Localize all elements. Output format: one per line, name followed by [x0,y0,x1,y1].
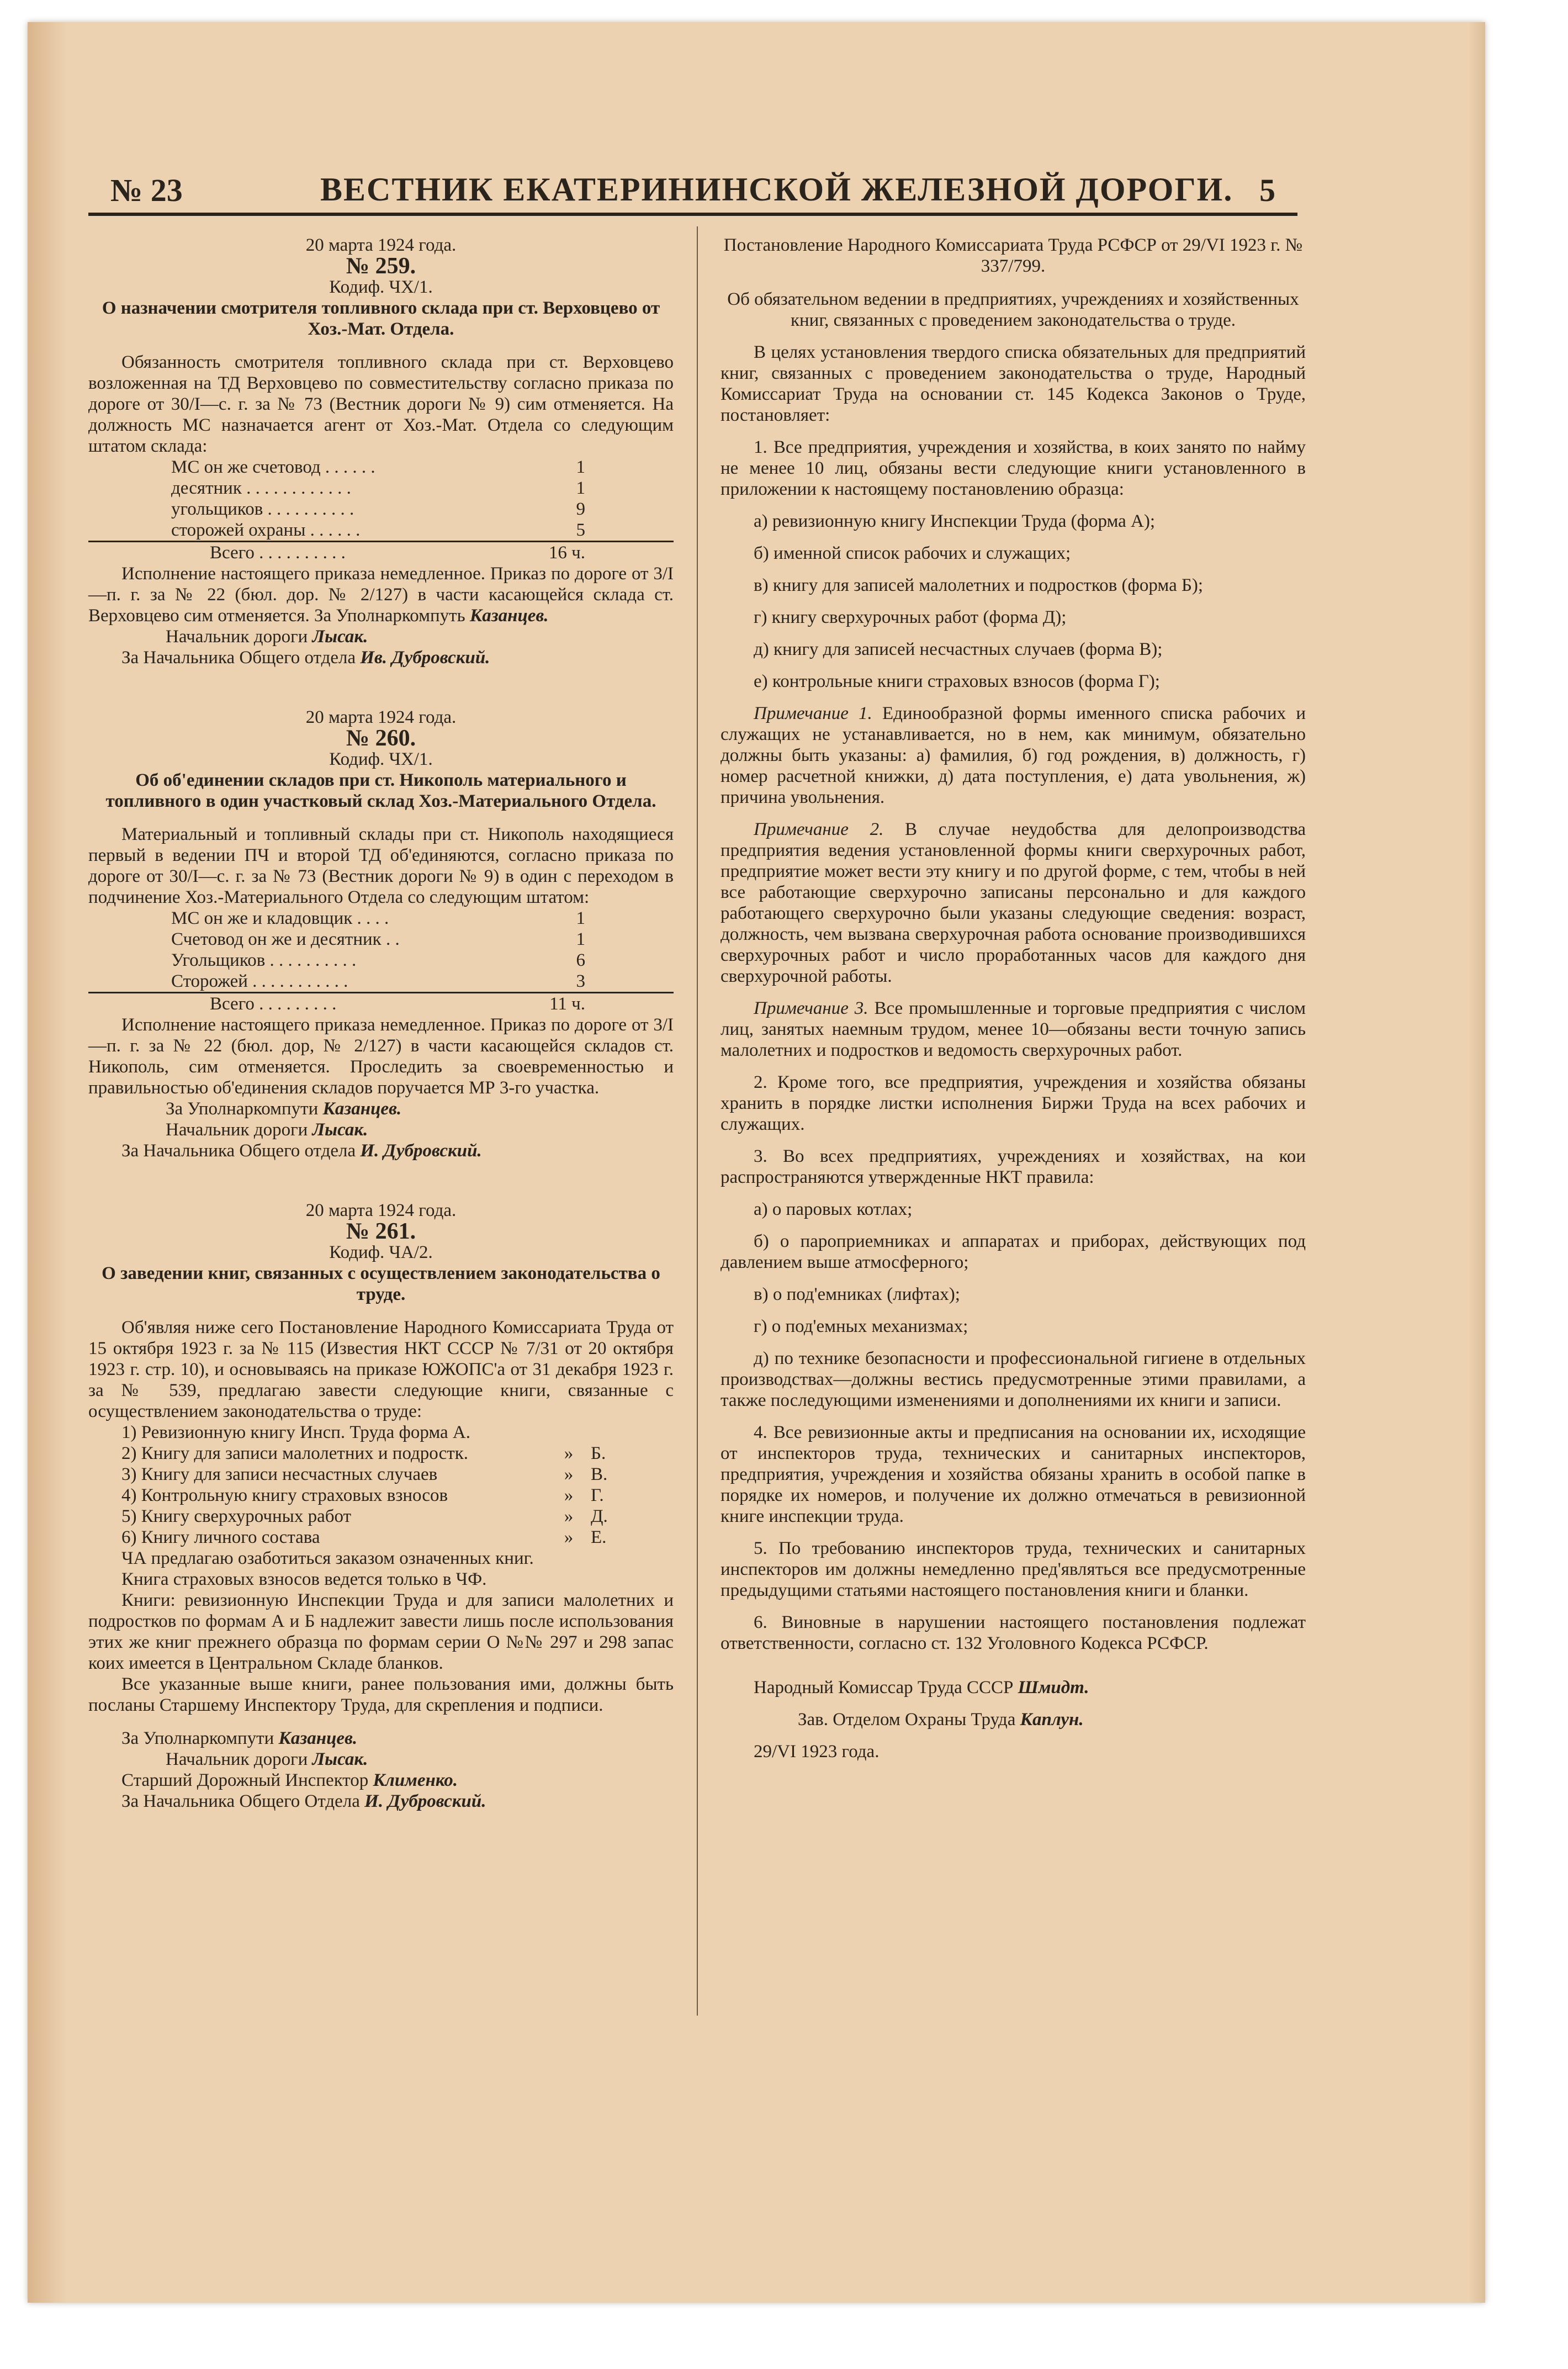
resolution-date: 29/VI 1923 года. [754,1742,880,1762]
book-row: 6) Книгу личного состава » Е. [121,1527,607,1547]
signature-line: Начальник дороги Лысак. [166,1120,368,1140]
resolution-intro: В целях установления твердого списка обязательных для предприятий книг, связанных с проведением законодательства о труде, Народный Комиссариат Труда на основании ст. 145 Кодекса Законов о Труде, постановляет: [721,342,1306,425]
resolution-subtitle: Об обязательном ведении в предприятиях, учреждениях и хозяйственных книг, связанных с проведением законодательства о труде. [727,289,1299,330]
list-item: а) о паровых котлах; [754,1199,913,1219]
order-date: 20 марта 1924 года. [305,235,457,255]
book-row: 4) Контрольную книгу страховых взносов » Г. [121,1485,604,1505]
resolution-paragraph: 6. Виновные в нарушении настоящего постановления подлежат ответственности, согласно ст. 132 Уголовного Кодекса РСФСР. [721,1612,1306,1653]
list-item: е) контрольные книги страховых взносов (форма Г); [754,671,1160,691]
resolution-paragraph: 4. Все ревизионные акты и предписания на основании их, исходящие от инспекторов труда, технических и санитарных инспекторов, предприятия, учреждения и хозяйства обязаны хранить в особой папке в порядке их номеров, и получение их должно отмечаться в ревизионной книге инспекции труда. [721,1423,1306,1526]
resolution-paragraph: 1. Все предприятия, учреждения и хозяйства, в коих занято по найму не менее 10 лиц, обязаны вести следующие книги установленного в приложении к настоящему постановлению образца: [721,437,1306,499]
books-table [88,1422,674,1548]
newspaper-title: ВЕСТНИК ЕКАТЕРИНИНСКОЙ ЖЕЛЕЗНОЙ ДОРОГИ. [320,171,1233,208]
order-date: 20 марта 1924 года. [305,1201,457,1220]
staff-row: МС он же и кладовщик . . . . 1 [171,908,585,928]
staff-row: сторожей охраны . . . . . . 5 [171,520,585,540]
signature-line: Начальник дороги Лысак. [166,627,368,647]
signature-line: За Уполнаркомпути Казанцев. [121,1728,358,1748]
left-column [88,235,674,1812]
order-body: Материальный и топливный склады при ст. Никополь находящиеся первый в ведении ПЧ и второй ТД об'единяются, согласно приказа по дороге от 30/I—с. г. за № 73 (Вестник дороги № 9) в один с переходом в подчинение Хоз.-Материального Отдела со следующим штатом: [88,824,674,907]
column-divider [697,226,698,2016]
order-code: Кодиф. ЧХ/1. [329,277,433,297]
staff-total-row: Всего . . . . . . . . . 11 ч. [88,993,674,1015]
order-paragraph: Книга страховых взносов ведется только в ЧФ. [121,1569,487,1589]
order-paragraph: ЧА предлагаю озаботиться заказом означенных книг. [121,1548,534,1568]
signature-line: За Уполнаркомпути Казанцев. [166,1099,402,1119]
resolution-paragraph: 5. По требованию инспекторов труда, технических и санитарных инспекторов им должны немедленно пред'являться все предусмотренные предыдущими статьями настоящего постановления книги и бланки. [721,1538,1306,1600]
order-code: Кодиф. ЧА/2. [329,1242,433,1262]
staff-row: Угольщиков . . . . . . . . . . 6 [171,950,585,970]
book-row: 1) Ревизионную книгу Инсп. Труда форма А. [121,1423,470,1442]
signature-line: Начальник дороги Лысак. [166,1749,368,1769]
page-edge-shadow [1469,22,1485,2303]
page-header [88,168,1297,216]
list-item: б) именной список рабочих и служащих; [754,543,1071,563]
order-body: Обязанность смотрителя топливного склада при ст. Верховцево возложенная на ТД Верховцево по совместительству согласно приказа по дороге от 30/I—с. г. за № 73 (Вестник дороги № 9) сим отменяется. На должность МС назначается агент от Хоз.-Мат. Отдела со следующим штатом склада: [88,352,674,456]
order-title: О заведении книг, связанных с осуществлением законодательства о труде. [102,1263,660,1304]
staff-row: Счетовод он же и десятник . . 1 [171,929,585,949]
order-paragraph: Книги: ревизионную Инспекции Труда и для записи малолетних и подростков по формам А и Б надлежит завести лишь после использования этих же книг прежнего образца по формам серии О №№ 297 и 298 запас коих имеется в Центральном Складе бланков. [88,1590,674,1673]
staff-row: Сторожей . . . . . . . . . . . 3 [171,971,585,991]
book-row: 5) Книгу сверхурочных работ » Д. [121,1506,608,1526]
resolution-heading: Постановление Народного Комиссариата Труда РСФСР от 29/VI 1923 г. № 337/799. [723,235,1303,276]
book-list [721,511,1306,692]
issue-number: № 23 [110,172,183,208]
staff-total-row: Всего . . . . . . . . . . 16 ч. [88,542,674,564]
list-item: в) книгу для записей малолетних и подростков (форма Б); [754,575,1204,595]
resolution-paragraph: 2. Кроме того, все предприятия, учреждения и хозяйства обязаны хранить в порядке листки исполнения Биржи Труда на всех рабочих и служащих. [721,1072,1306,1134]
list-item: д) по технике безопасности и профессиональной гигиене в отдельных производствах—должны вестись предусмотренные этими правилами, а также последующими изменениями и дополнениями их книги и записи. [721,1349,1306,1410]
order-title: О назначении смотрителя топливного склада при ст. Верховцево от Хоз.-Мат. Отдела. [102,298,660,339]
staff-table [88,457,674,563]
order-number: № 260. [346,726,416,751]
order-259 [88,235,674,668]
order-code: Кодиф. ЧХ/1. [329,749,433,769]
list-item: в) о под'емниках (лифтах); [754,1284,960,1304]
list-item: б) о пароприемниках и аппаратах и приборах, действующих под давлением выше атмосферного; [721,1231,1306,1272]
note-2: Примечание 2. В случае неудобства для делопроизводства предприятия ведения установленной формы книги сверхурочных работ, предприятие может вести эту книгу и по другой форме, с тем, чтобы в ней все работающие сверхурочно записаны персонально и для каждого работающего сверхурочно были указаны следующие сведения: возраст, должность, чем вызвана сверхурочная работа основание производившихся сверхурочных работ и число проработанных часов для каждого дня сверхурочной работы. [721,819,1306,986]
order-260 [88,707,674,1161]
order-date: 20 марта 1924 года. [305,707,457,727]
order-title: Об об'единении складов при ст. Никополь материального и топливного в один участковый склад Хоз.-Материального Отдела. [105,770,656,811]
order-paragraph: Все указанные выше книги, ранее пользования ими, должны быть посланы Старшему Инспектору Труда, для скрепления и подписи. [88,1674,674,1715]
order-number: № 261. [346,1219,416,1244]
resolution-paragraph: 3. Во всех предприятиях, учреждениях и хозяйствах, на кои распространяются утвержденные НКТ правила: [721,1146,1306,1187]
page-number: 5 [1259,172,1275,208]
signature-line: Старший Дорожный Инспектор Клименко. [121,1770,458,1790]
list-item: а) ревизионную книгу Инспекции Труда (форма А); [754,511,1156,531]
right-column [721,235,1306,1762]
order-number: № 259. [346,253,416,279]
note-1: Примечание 1. Единообразной формы именного списка рабочих и служащих не устанавливается, но в нем, как минимум, обязательно должны быть указаны: а) фамилия, б) год рождения, в) должность, г) номер расчетной книжки, д) дата поступления, е) дата увольнения, ж) причина увольнения. [721,704,1306,807]
staff-row: угольщиков . . . . . . . . . . 9 [171,499,585,519]
page-fold-shadow [28,22,66,2303]
list-item: г) о под'емных механизмах; [754,1316,968,1336]
signature-line: За Начальника Общего отдела И. Дубровский. [121,1141,482,1161]
list-item: г) книгу сверхурочных работ (форма Д); [754,607,1067,627]
staff-row: МС он же счетовод . . . . . . 1 [171,457,585,477]
list-item: д) книгу для записей несчастных случаев (форма В); [754,639,1163,659]
book-row: 3) Книгу для записи несчастных случаев » В. [121,1464,608,1484]
signature-line: Народный Комиссар Труда СССР Шмидт. [754,1678,1089,1698]
book-row: 2) Книгу для записи малолетних и подростк. » Б. [121,1443,606,1463]
order-body-2: Исполнение настоящего приказа немедленное. Приказ по дороге от 3/I—п. г. за № 22 (бюл. дор. № 2/127) в части касающейся склада ст. Верховцево сим отменяется. За Уполнаркомпуть Казанцев. [88,564,674,626]
order-body-2: Исполнение настоящего приказа немедленное. Приказ по дороге от 3/I—п. г. за № 22 (бюл. дор, № 2/127) в части касающейся складов ст. Никополь, сим отменяется. Проследить за своевременностью и правильностью об'единения складов поручается МР 3-го участка. [88,1015,674,1098]
order-261 [88,1200,674,1812]
staff-table [88,908,674,1014]
signature-line: За Начальника Общего Отдела И. Дубровский. [121,1791,486,1811]
signature-line: Зав. Отделом Охраны Труда Каплун. [798,1710,1084,1730]
signature-line: За Начальника Общего отдела Ив. Дубровский. [121,648,490,668]
rules-list [721,1199,1306,1411]
staff-row: десятник . . . . . . . . . . . . 1 [171,478,585,498]
order-body: Об'являя ниже сего Постановление Народного Комиссариата Труда от 15 октября 1923 г. за № 115 (Известия НКТ СССР № 7/31 от 20 октября 1923 г. стр. 10), и основываясь на приказе ЮЖОПС'а от 31 декабря 1923 г. за № 539, предлагаю завести следующие книги, связанные с осуществлением законодательства о труде: [88,1318,674,1421]
note-3: Примечание 3. Все промышленные и торговые предприятия с числом лиц, занятых наемным трудом, менее 10—обязаны вести точную запись малолетних и подростков и ведомость сверхурочных работ. [721,998,1306,1060]
